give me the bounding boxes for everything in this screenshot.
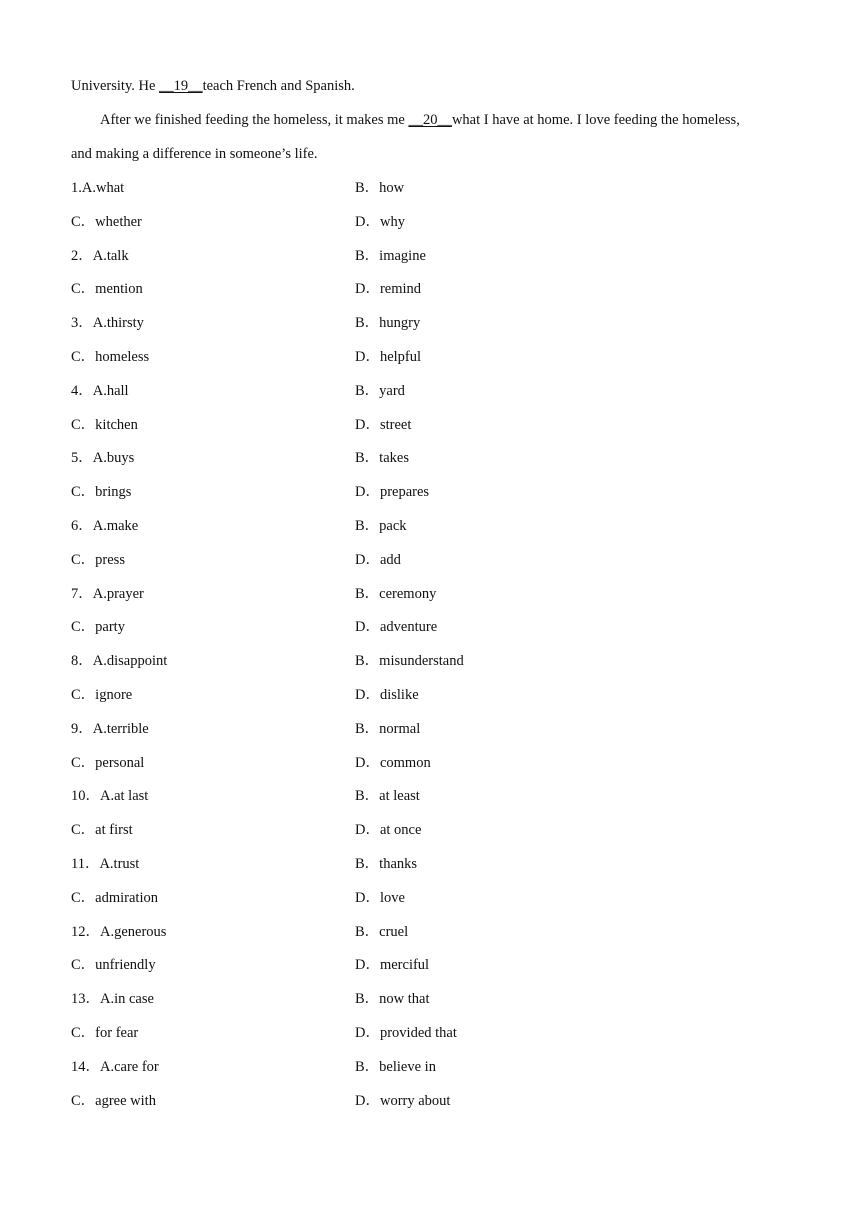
option-left: C．party [71, 619, 125, 636]
option-left: C．whether [71, 213, 142, 230]
option-right: B．hungry [355, 315, 421, 332]
option-left: C．unfriendly [71, 957, 156, 974]
option-right: B．ceremony [355, 585, 437, 602]
option-left: C．kitchen [71, 416, 138, 433]
option-row [71, 517, 781, 535]
option-left: 14．A.care for [71, 1058, 159, 1075]
option-row [71, 280, 781, 298]
option-left: C．admiration [71, 889, 158, 906]
option-right: B．now that [355, 991, 430, 1008]
option-row [71, 787, 781, 805]
option-left: C．brings [71, 484, 132, 501]
option-row [71, 618, 781, 636]
option-row [71, 821, 781, 839]
passage-text: University. He [71, 78, 160, 94]
option-row [71, 1092, 781, 1110]
option-left: C．ignore [71, 687, 133, 703]
option-left: 6．A.make [71, 518, 139, 534]
option-left: C．homeless [71, 349, 150, 365]
option-left: 13．A.in case [71, 991, 154, 1008]
option-right: D．add [355, 551, 401, 568]
option-left: 1.A.what [71, 180, 125, 196]
option-row [71, 314, 781, 332]
passage-line-2 [100, 111, 740, 129]
option-row [71, 754, 781, 772]
option-row [71, 1058, 781, 1076]
option-left: C．for fear [71, 1025, 139, 1041]
option-row [71, 686, 781, 704]
option-left: 10．A.at last [71, 788, 149, 805]
option-row [71, 652, 781, 670]
passage-text: what I have at home. I love feeding the homeless, [451, 112, 740, 128]
option-left: C．agree with [71, 1092, 156, 1109]
option-row [71, 585, 781, 603]
option-left: 2．A.talk [71, 247, 129, 264]
option-right: B．normal [355, 720, 421, 737]
option-row [71, 416, 781, 434]
option-row [71, 956, 781, 974]
option-row [71, 247, 781, 265]
option-right: B．takes [355, 450, 409, 467]
option-row [71, 213, 781, 231]
passage-line-3: and making a difference in someone’s life. [71, 146, 318, 162]
option-right: B．misunderstand [355, 653, 464, 670]
option-right: D．love [355, 889, 405, 906]
option-right: B．imagine [355, 247, 426, 264]
blank-19: __19__ [159, 78, 203, 94]
option-left: C．mention [71, 281, 143, 298]
option-row [71, 179, 781, 197]
option-row [71, 720, 781, 738]
option-left: C．at first [71, 822, 133, 839]
option-right: B．how [355, 180, 405, 196]
option-left: 3．A.thirsty [71, 315, 144, 332]
option-left: 11．A.trust [71, 856, 140, 872]
option-row [71, 889, 781, 907]
option-row [71, 551, 781, 569]
option-left: 8．A.disappoint [71, 653, 168, 670]
option-right: D．helpful [355, 349, 422, 365]
option-row [71, 990, 781, 1008]
option-right: B．at least [355, 788, 420, 805]
option-row [71, 855, 781, 873]
option-right: D．why [355, 213, 405, 230]
option-right: B．pack [355, 518, 407, 534]
option-right: D．street [355, 416, 412, 433]
option-row [71, 449, 781, 467]
option-right: D．dislike [355, 687, 419, 703]
option-left: 7．A.prayer [71, 585, 144, 602]
option-row [71, 348, 781, 366]
option-row [71, 923, 781, 941]
passage-line-1 [71, 77, 355, 95]
option-left: C．personal [71, 754, 145, 771]
option-right: D．merciful [355, 957, 430, 974]
option-row [71, 382, 781, 400]
option-right: D．at once [355, 822, 422, 839]
blank-20: __20__ [408, 112, 452, 128]
option-left: C．press [71, 551, 125, 568]
option-right: D．common [355, 754, 431, 771]
option-row [71, 483, 781, 501]
passage-text: After we finished feeding the homeless, it makes me [100, 112, 409, 128]
option-right: D．prepares [355, 484, 430, 501]
option-right: B．thanks [355, 856, 418, 872]
option-left: 5．A.buys [71, 450, 135, 467]
option-right: B．believe in [355, 1058, 436, 1075]
option-left: 12．A.generous [71, 923, 167, 940]
option-left: 9．A.terrible [71, 720, 149, 737]
option-right: B．yard [355, 382, 405, 399]
option-left: 4．A.hall [71, 382, 129, 399]
option-right: B．cruel [355, 923, 409, 940]
passage-text: teach French and Spanish. [202, 78, 355, 94]
option-right: D．worry about [355, 1092, 451, 1109]
option-row [71, 1024, 781, 1042]
option-right: D．provided that [355, 1025, 457, 1041]
option-right: D．adventure [355, 619, 438, 636]
option-right: D．remind [355, 281, 422, 298]
